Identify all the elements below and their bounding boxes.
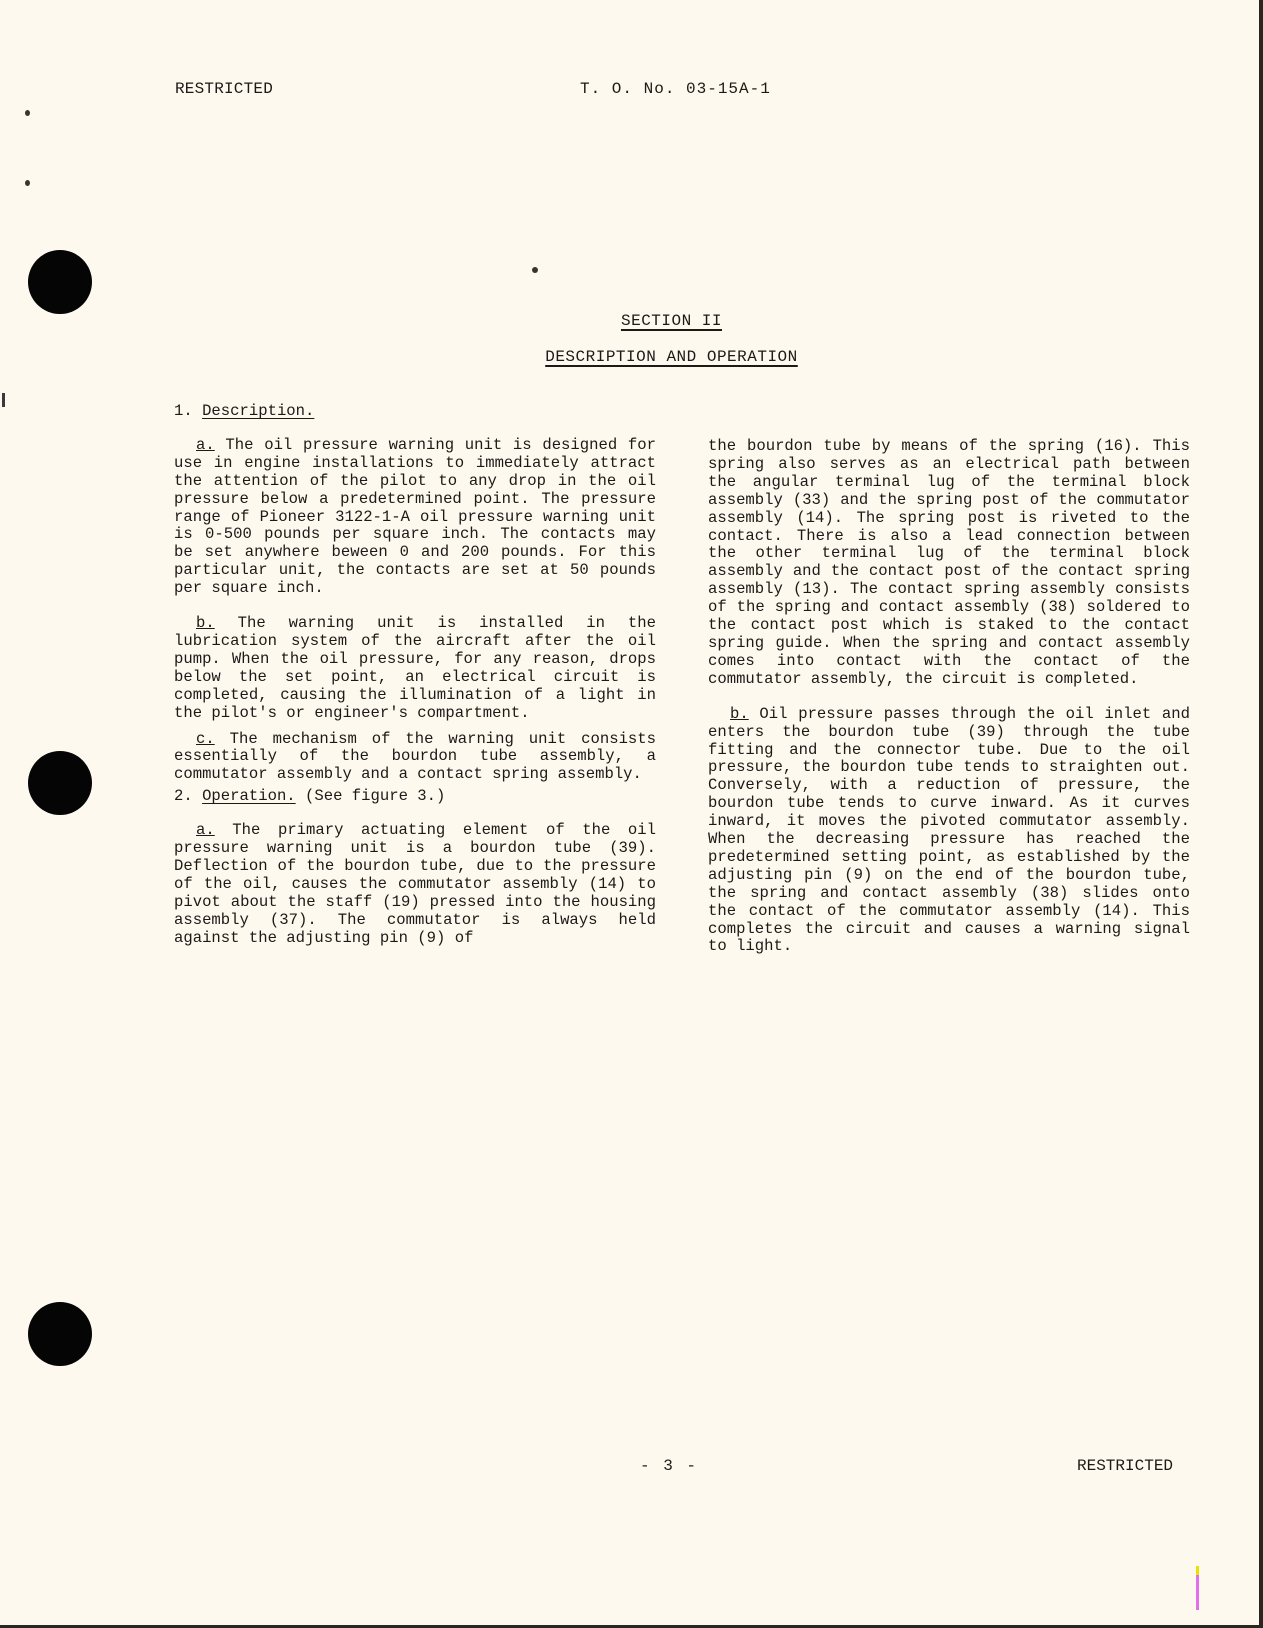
paragraph-text: The warning unit is installed in the lubrication system of the aircraft after the oil pump. When the oil pressure, for any reason, drops below the set point, an electrical circuit is completed, causing the illumination of a light in the pilot's or engineer's compartment. (174, 614, 656, 722)
margin-mark (2, 393, 5, 407)
header-classification: RESTRICTED (175, 80, 274, 98)
page-edge-right (1259, 0, 1263, 1628)
right-column (708, 438, 1190, 956)
footer-page-number: - 3 - (640, 1457, 699, 1475)
operation-heading-note: (See figure 3.) (295, 787, 446, 806)
highlight-marker-yellow (1196, 1566, 1199, 1575)
paragraph-label: b. (730, 704, 749, 723)
paragraph-text: The oil pressure warning unit is designed for use in engine installations to immediately attract the attention of the pilot to any drop in the oil pressure below a predetermined point. The pressure range of Pioneer 3122-1-A oil pressure warning unit is 0-500 pounds per square inch. The contacts may be set anywhere beween 0 and 200 pounds. For this particular unit, the contacts are set at 50 pounds per square inch. (174, 435, 656, 598)
punch-hole-icon (28, 751, 92, 815)
operation-heading-label: Operation. (202, 787, 296, 806)
highlight-marker-magenta (1196, 1575, 1199, 1610)
operation-paragraph-a-left (174, 822, 656, 947)
section-title (40, 348, 1263, 366)
paragraph-label: c. (196, 729, 215, 748)
paragraph-text: the bourdon tube by means of the spring (16). This spring also serves as an electrical path between the angular terminal lug of the terminal block assembly (33) and the spring post of the commutator assembly (14). The spring post is riveted to the contact. There is also a lead connection between the other terminal lug of the terminal block assembly and the contact post of the contact spring assembly (13). The contact spring assembly consists of the spring and contact assembly (38) soldered to the contact post which is staked to the contact spring guide. When the spring and contact assembly comes into contact with the contact of the commutator assembly, the circuit is completed. (708, 437, 1190, 688)
description-paragraph-b (174, 615, 656, 722)
punch-hole-icon (28, 250, 92, 314)
paragraph-label: b. (196, 614, 215, 633)
operation-heading-number: 2. (174, 787, 193, 806)
speck-mark (532, 267, 538, 273)
speck-mark (25, 180, 30, 186)
section-title-label: DESCRIPTION AND OPERATION (545, 348, 798, 366)
operation-heading (174, 788, 656, 806)
paragraph-text: The mechanism of the warning unit consists essentially of the bourdon tube assembly, a commutator assembly and a contact spring assembly. (174, 729, 656, 784)
description-heading-label: Description. (202, 402, 315, 420)
left-column (174, 403, 656, 947)
description-heading (174, 403, 656, 421)
speck-mark (25, 110, 30, 116)
paragraph-label: a. (196, 821, 215, 840)
header-document-number: T. O. No. 03-15A-1 (580, 80, 771, 98)
paragraph-label: a. (196, 435, 215, 454)
description-paragraph-c (174, 731, 656, 785)
paragraph-text: The primary actuating element of the oil pressure warning unit is a bourdon tube (39). Deflection of the bourdon tube, due to the pressure of the oil, causes the commutator assembly (14) to pivot about the staff (19) pressed into the housing assembly (37). The commutator is always held against the adjusting pin (9) of (174, 821, 656, 947)
description-heading-number: 1. (174, 402, 193, 420)
description-paragraph-a (174, 437, 656, 598)
section-number (40, 312, 1263, 330)
section-number-label: SECTION II (620, 312, 722, 330)
footer-classification: RESTRICTED (1077, 1457, 1174, 1475)
operation-paragraph-b (708, 706, 1190, 957)
punch-hole-icon (28, 1302, 92, 1366)
operation-paragraph-a-right (708, 438, 1190, 689)
paragraph-text: Oil pressure passes through the oil inlet and enters the bourdon tube (39) through the tube fitting and the connector tube. Due to the oil pressure, the bourdon tube tends to straighten out. Conversely, with a reduction of pressure, the bourdon tube tends to curve inward. As it curves inward, it moves the pivoted commutator assembly. When the decreasing pressure has reached the predetermined setting point, as established by the adjusting pin (9) on the end of the bourdon tube, the spring and contact assembly (38) slides onto the contact of the commutator assembly (14). This completes the circuit and causes a warning signal to light. (708, 704, 1190, 956)
